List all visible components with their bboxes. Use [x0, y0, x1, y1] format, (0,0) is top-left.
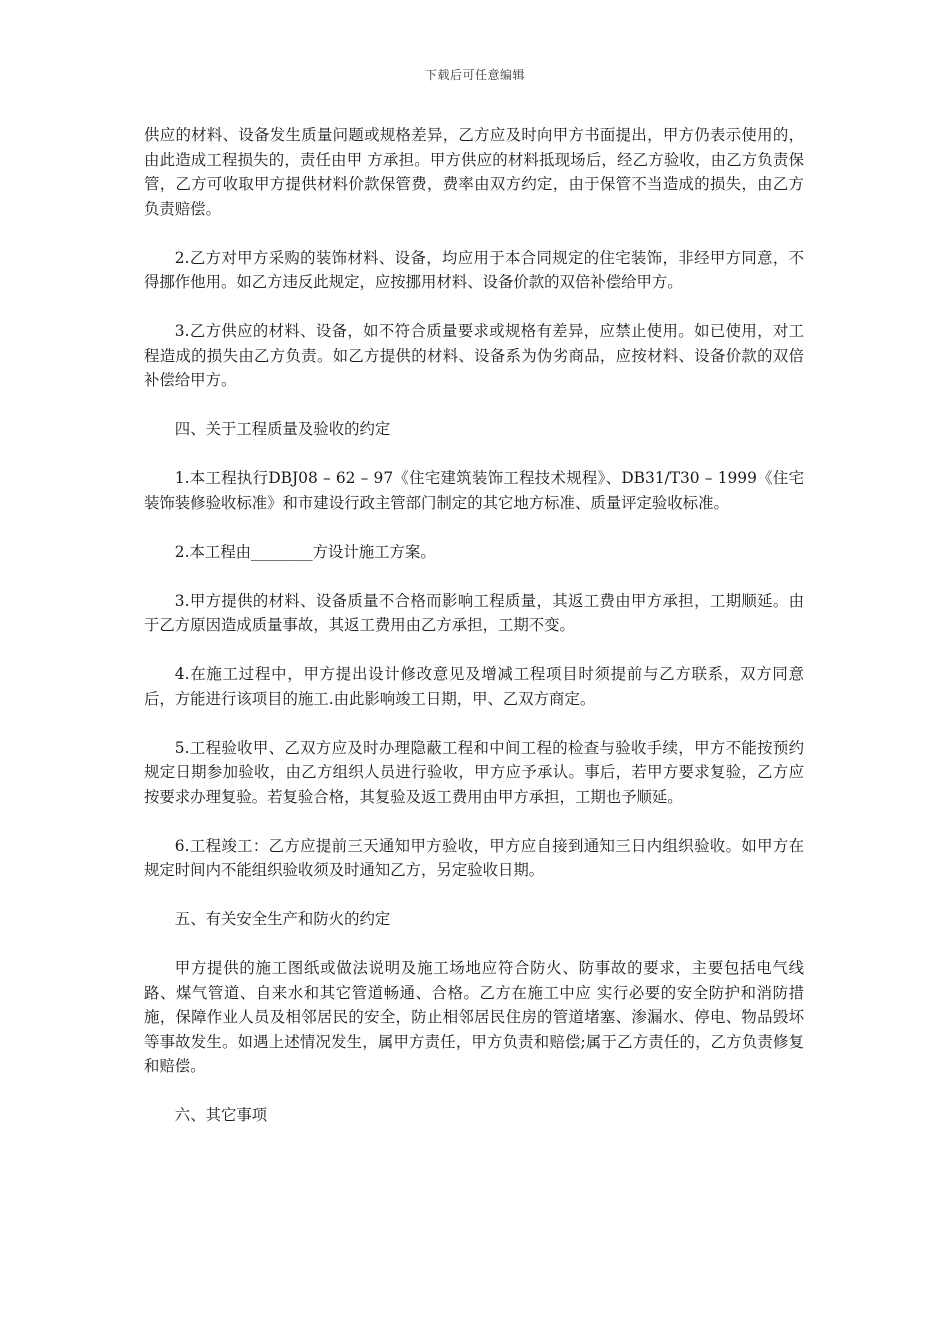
header-note: 下载后可任意编辑	[424, 68, 525, 82]
section-heading-5: 五、有关安全生产和防火的约定	[174, 910, 391, 928]
document-body	[144, 123, 804, 1152]
clause-4-6: 6.工程竣工：乙方应提前三天通知甲方验收，甲方应自接到通知三日内组织验收。如甲方在规定时间内不能组织验收须及时通知乙方，另定验收日期。	[144, 836, 804, 879]
paragraph-continuation: 供应的材料、设备发生质量问题或规格差异，乙方应及时向甲方书面提出，甲方仍表示使用的，由此造成工程损失的，责任由甲 方承担。甲方供应的材料抵现场后，经乙方验收，由乙方负责保管，乙方可收取甲方提供材料价款保管费，费率由双方约定，由于保管不当造成的损失，由乙方负责赔偿。	[144, 126, 804, 218]
clause-3-2: 2.乙方对甲方采购的装饰材料、设备，均应用于本合同规定的住宅装饰，非经甲方同意，不得挪作他用。如乙方违反此规定，应按挪用材料、设备价款的双倍补偿给甲方。	[144, 248, 804, 291]
clause-4-4: 4.在施工过程中，甲方提出设计修改意见及增减工程项目时须提前与乙方联系，双方同意后，方能进行该项目的施工.由此影响竣工日期，甲、乙双方商定。	[144, 665, 804, 708]
clause-4-3: 3.甲方提供的材料、设备质量不合格而影响工程质量，其返工费由甲方承担，工期顺延。由于乙方原因造成质量事故，其返工费用由乙方承担，工期不变。	[144, 591, 804, 634]
clause-4-5: 5.工程验收甲、乙双方应及时办理隐蔽工程和中间工程的检查与验收手续，甲方不能按预约规定日期参加验收，由乙方组织人员进行验收，甲方应予承认。事后，若甲方要求复验，乙方应按要求办理复验。若复验合格，其复验及返工费用由甲方承担，工期也予顺延。	[144, 738, 804, 806]
section-heading-4: 四、关于工程质量及验收的约定	[174, 420, 391, 438]
section-heading-6: 六、其它事项	[174, 1106, 268, 1124]
clause-3-3: 3.乙方供应的材料、设备，如不符合质量要求或规格有差异，应禁止使用。如已使用，对工程造成的损失由乙方负责。如乙方提供的材料、设备系为伪劣商品，应按材料、设备价款的双倍补偿给甲方。	[144, 322, 804, 389]
clause-5-body: 甲方提供的施工图纸或做法说明及施工场地应符合防火、防事故的要求，主要包括电气线路、煤气管道、自来水和其它管道畅通、合格。乙方在施工中应 实行必要的安全防护和消防措施，保障作业人员及相邻居民的安全，防止相邻居民住房的管道堵塞、渗漏水、停电、物品毁坏等事故发生。如遇上述情况发生，属甲方责任，甲方负责和赔偿;属于乙方责任的，乙方负责修复和赔偿。	[144, 959, 804, 1075]
clause-4-1: 1.本工程执行DBJ08 – 62 – 97《住宅建筑装饰工程技术规程》、DB31/T30 – 1999《住宅装饰装修验收标准》和市建设行政主管部门制定的其它地方标准、质量评定验收标准。	[144, 469, 804, 512]
clause-4-2: 2.本工程由________方设计施工方案。	[174, 542, 436, 561]
